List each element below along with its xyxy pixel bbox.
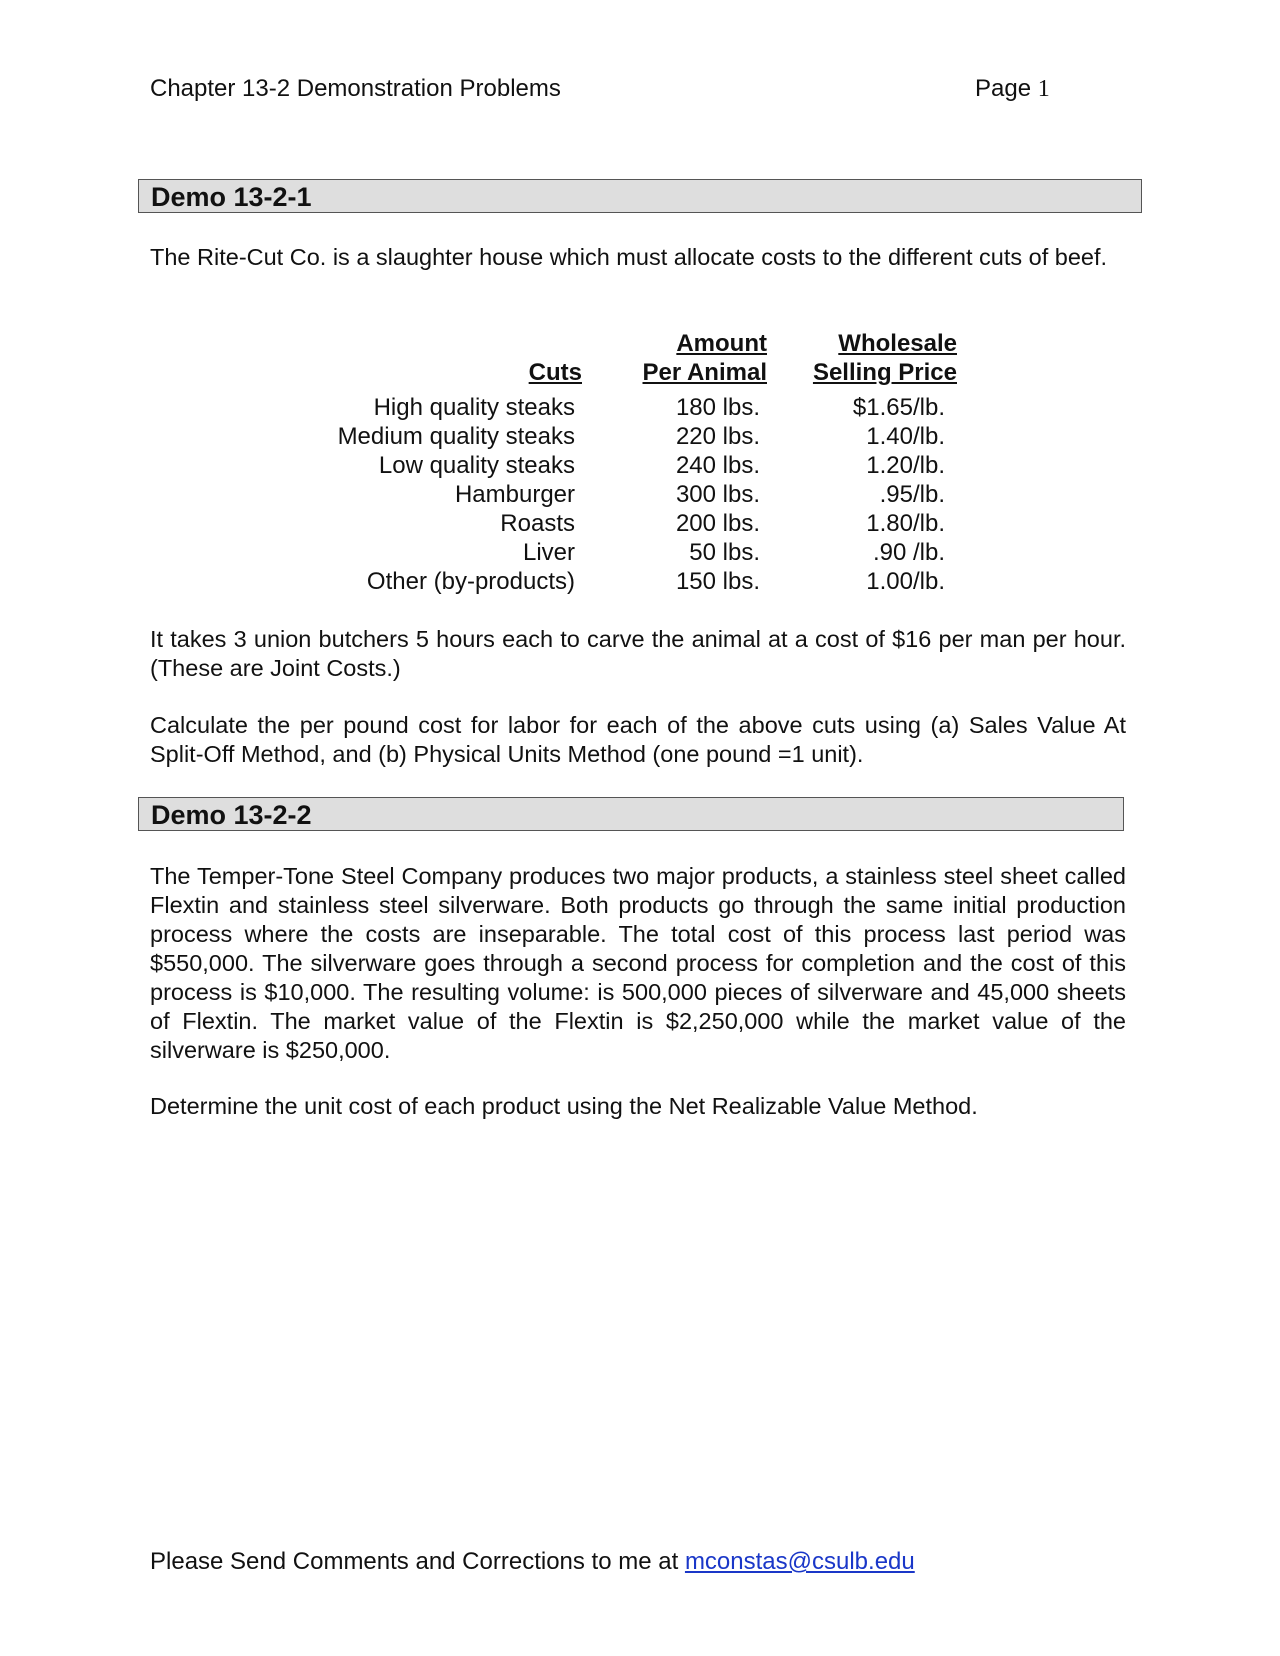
cut-price: 1.00/lb. xyxy=(866,568,945,595)
demo2-body-text: The Temper-Tone Steel Company produces two major products, a stainless steel sheet called Flextin and stainless steel silverware. Both products go through the same initial production process where the costs are inseparable. The total cost of this process last period was $550,000. The silverware goes through a second process for completion and the cost of this process is $10,000. The resulting volume: is 500,000 pieces of silverware and 45,000 sheets of Flextin. The market value of the Flextin is $2,250,000 while the market value of the silverware is $250,000. xyxy=(150,863,1126,1063)
page-number xyxy=(975,75,1050,103)
cut-amount: 50 lbs. xyxy=(689,539,760,566)
cut-name: Medium quality steaks xyxy=(337,423,575,450)
demo1-intro: The Rite-Cut Co. is a slaughter house which must allocate costs to the different cuts of beef. xyxy=(150,244,1108,270)
cut-name: Low quality steaks xyxy=(378,452,575,479)
table-header-amount xyxy=(560,329,767,387)
page-label: Page xyxy=(975,75,1032,102)
table-header-amount-line1: Amount xyxy=(676,330,767,357)
cut-price: .95/lb. xyxy=(879,481,945,508)
table-row xyxy=(0,393,1280,422)
cut-name: Liver xyxy=(522,539,575,566)
demo2-banner xyxy=(138,797,1124,831)
cuts-table xyxy=(0,393,1280,596)
cut-price: 1.20/lb. xyxy=(866,452,945,479)
table-row xyxy=(0,567,1280,596)
cut-amount: 220 lbs. xyxy=(675,423,760,450)
demo2-task-text: Determine the unit cost of each product using the Net Realizable Value Method. xyxy=(150,1093,978,1119)
cut-price: .90 /lb. xyxy=(872,539,945,566)
cut-amount: 150 lbs. xyxy=(675,568,760,595)
cut-amount: 240 lbs. xyxy=(675,452,760,479)
table-header-cuts: Cuts xyxy=(528,359,582,386)
table-row xyxy=(0,422,1280,451)
table-header-price-line2: Selling Price xyxy=(812,359,957,386)
demo1-labor-text: It takes 3 union butchers 5 hours each to carve the animal at a cost of $16 per man per hour. (These are Joint Costs.) xyxy=(150,626,1126,681)
email-link[interactable]: mconstas@csulb.edu xyxy=(684,1548,915,1575)
cut-price: 1.40/lb. xyxy=(866,423,945,450)
cut-price: 1.80/lb. xyxy=(866,510,945,537)
cut-name: High quality steaks xyxy=(373,394,575,421)
table-header-price-line1: Wholesale xyxy=(838,330,957,357)
cut-name: Roasts xyxy=(500,510,575,537)
demo1-heading: Demo 13-2-1 xyxy=(151,182,312,212)
demo1-task-text: Calculate the per pound cost for labor for each of the above cuts using (a) Sales Value At Split-Off Method, and (b) Physical Units Method (one pound =1 unit). xyxy=(150,712,1126,767)
cut-price: $1.65/lb. xyxy=(852,394,945,421)
demo2-heading: Demo 13-2-2 xyxy=(151,800,312,830)
table-row xyxy=(0,538,1280,567)
cut-amount: 300 lbs. xyxy=(675,481,760,508)
table-row xyxy=(0,451,1280,480)
cut-amount: 200 lbs. xyxy=(675,510,760,537)
page-number-value: 1 xyxy=(1037,76,1050,102)
cut-name: Hamburger xyxy=(454,481,575,508)
page-header-title: Chapter 13-2 Demonstration Problems xyxy=(150,75,561,102)
cut-name: Other (by-products) xyxy=(366,568,575,595)
table-row xyxy=(0,509,1280,538)
cut-amount: 180 lbs. xyxy=(675,394,760,421)
table-header-price xyxy=(745,329,957,387)
footer-text: Please Send Comments and Corrections to me at xyxy=(150,1548,679,1575)
table-row xyxy=(0,480,1280,509)
table-header-amount-line2: Per Animal xyxy=(642,359,767,386)
page-footer xyxy=(150,1548,915,1576)
demo1-banner xyxy=(138,179,1142,213)
